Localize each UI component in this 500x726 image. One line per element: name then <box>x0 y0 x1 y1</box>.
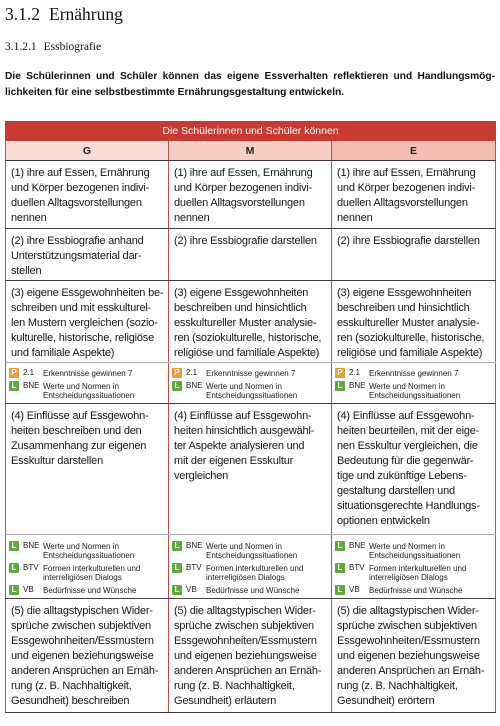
ref-code: 2.1 <box>186 368 198 377</box>
guiding-perspective-badge: L <box>335 541 345 551</box>
table-row <box>6 229 496 281</box>
competency-e-3: (3) eigene Essgewohnheiten beschreiben und hinsichtlich esskultureller Muster analysie- ren (soziokulturelle, historische, religiöse und familiale Aspekte) <box>332 281 496 363</box>
table-row <box>6 599 496 713</box>
references-g-3 <box>6 363 169 404</box>
section-number: 3.1.2 <box>5 4 40 24</box>
ref-code: BTV <box>186 563 202 572</box>
references-m-4 <box>169 535 332 599</box>
ref-item <box>335 563 493 582</box>
subsection-number: 3.1.2.1 <box>5 41 37 53</box>
guiding-perspective-badge: L <box>9 585 19 595</box>
guiding-perspective-badge: L <box>9 563 19 573</box>
references-m-3 <box>169 363 332 404</box>
intro-line: lichkeiten für eine selbstbestimmte Ernährungsgestaltung entwickeln. <box>5 87 345 98</box>
competency-m-5: (5) die alltagstypischen Wider- sprüche zwischen subjektiven Essgewohnheiten/Essmustern und eigenen beziehungsweise anderen Ansprüchen an Ernäh- rung (z. B. Nachhaltigkeit, Gesundheit) erläutern <box>169 599 332 713</box>
intro-paragraph <box>5 69 495 101</box>
ref-code: BNE <box>186 381 203 390</box>
ref-code: VB <box>349 585 360 594</box>
competency-m-3: (3) eigene Essgewohnheiten beschreiben und hinsichtlich esskultureller Muster analysie- ren (soziokulturelle, historische, religiöse und familiale Aspekte) <box>169 281 332 363</box>
ref-description: Formen interkulturellen und interreligiösen Dialogs <box>369 564 467 582</box>
section-heading <box>5 3 123 25</box>
ref-item <box>335 368 493 378</box>
ref-description: Bedürfnisse und Wünsche <box>369 586 463 595</box>
references-e-3 <box>332 363 496 404</box>
ref-code: BTV <box>349 563 365 572</box>
ref-description: Formen interkulturellen und interreligiösen Dialogs <box>43 564 141 582</box>
competency-m-1: (1) ihre auf Essen, Ernährung und Körper bezogenen indivi- duellen Alltagsvorstellungen nennen <box>169 161 332 229</box>
level-header-g: G <box>6 141 169 161</box>
ref-description: Werte und Normen in Entscheidungssituationen <box>369 382 461 400</box>
ref-code: BNE <box>23 541 40 550</box>
guiding-perspective-badge: L <box>335 381 345 391</box>
ref-code: VB <box>23 585 34 594</box>
level-header-row <box>6 141 496 161</box>
guiding-perspective-badge: L <box>172 381 182 391</box>
guiding-perspective-badge: L <box>9 381 19 391</box>
ref-item <box>172 563 329 582</box>
ref-code: 2.1 <box>23 368 35 377</box>
ref-description: Erkenntnisse gewinnen 7 <box>206 369 296 378</box>
ref-description: Werte und Normen in Entscheidungssituationen <box>206 542 298 560</box>
ref-item <box>172 585 329 595</box>
guiding-perspective-badge: L <box>172 563 182 573</box>
table-header-row <box>6 122 496 141</box>
guiding-perspective-badge: L <box>335 563 345 573</box>
guiding-perspective-badge: L <box>172 585 182 595</box>
ref-description: Erkenntnisse gewinnen 7 <box>369 369 459 378</box>
process-competency-badge: P <box>9 368 19 378</box>
ref-description: Werte und Normen in Entscheidungssituationen <box>369 542 461 560</box>
ref-item <box>335 585 493 595</box>
table-row <box>6 281 496 363</box>
level-header-e: E <box>332 141 496 161</box>
ref-item <box>9 368 166 378</box>
guiding-perspective-badge: L <box>335 585 345 595</box>
guiding-perspective-badge: L <box>9 541 19 551</box>
competency-g-1: (1) ihre auf Essen, Ernährung und Körper bezogenen indivi- duellen Alltagsvorstellungen nennen <box>6 161 169 229</box>
ref-description: Bedürfnisse und Wünsche <box>43 586 137 595</box>
competency-g-5: (5) die alltagstypischen Wider- sprüche zwischen subjektiven Essgewohnheiten/Essmustern und eigenen beziehungsweise anderen Ansprüchen an Ernäh- rung (z. B. Nachhaltigkeit, Gesundheit) beschreiben <box>6 599 169 713</box>
reference-row <box>6 535 496 599</box>
ref-code: BTV <box>23 563 39 572</box>
competency-e-5: (5) die alltagstypischen Wider- sprüche zwischen subjektiven Essgewohnheiten/Essmustern und eigenen beziehungsweise anderen Ansprüchen an Ernäh- rung (z. B. Nachhaltigkeit, Gesundheit) erörtern <box>332 599 496 713</box>
ref-code: 2.1 <box>349 368 361 377</box>
subsection-title: Essbiografie <box>43 41 102 53</box>
competency-m-4: (4) Einflüsse auf Essgewohn- heiten hinsichtlich ausgewähl- ter Aspekte analysieren und mit der eigenen Esskultur vergleichen <box>169 404 332 535</box>
reference-row <box>6 363 496 404</box>
table-header: Die Schülerinnen und Schüler können <box>6 122 496 141</box>
ref-item <box>172 381 329 400</box>
competency-e-2: (2) ihre Essbiografie darstellen <box>332 229 496 281</box>
ref-item <box>9 541 166 560</box>
subsection-heading <box>5 39 101 55</box>
competency-e-4: (4) Einflüsse auf Essgewohn- heiten beurteilen, mit der eige- nen Esskultur vergleichen, die Bedeutung für die gegenwär- tige und zukünftige Lebens- gestaltung darstellen und situationsgerechte Handlungs- optionen entwickeln <box>332 404 496 535</box>
intro-line: Die Schülerinnen und Schüler können das eigene Essverhalten reflektieren und Handlungsmög- <box>5 71 495 82</box>
ref-code: BNE <box>186 541 203 550</box>
ref-description: Werte und Normen in Entscheidungssituationen <box>43 382 135 400</box>
ref-item <box>9 585 166 595</box>
ref-item <box>335 541 493 560</box>
ref-item <box>172 541 329 560</box>
ref-code: VB <box>186 585 197 594</box>
ref-item <box>9 381 166 400</box>
guiding-perspective-badge: L <box>172 541 182 551</box>
references-e-4 <box>332 535 496 599</box>
competency-g-3: (3) eigene Essgewohnheiten be- schreiben und mit esskulturel- len Mustern vergleichen (sozio- kulturelle, historische, religiöse und familiale Aspekte) <box>6 281 169 363</box>
level-header-m: M <box>169 141 332 161</box>
table-row <box>6 161 496 229</box>
process-competency-badge: P <box>335 368 345 378</box>
competency-g-2: (2) ihre Essbiografie anhand Unterstützungsmaterial dar- stellen <box>6 229 169 281</box>
ref-description: Formen interkulturellen und interreligiösen Dialogs <box>206 564 304 582</box>
section-title: Ernährung <box>49 4 123 24</box>
ref-description: Erkenntnisse gewinnen 7 <box>43 369 133 378</box>
competency-g-4: (4) Einflüsse auf Essgewohn- heiten beschreiben und den Zusammenhang zur eigenen Esskultur darstellen <box>6 404 169 535</box>
ref-code: BNE <box>23 381 40 390</box>
ref-description: Werte und Normen in Entscheidungssituationen <box>43 542 135 560</box>
ref-code: BNE <box>349 541 366 550</box>
competency-table <box>5 121 496 713</box>
competency-e-1: (1) ihre auf Essen, Ernährung und Körper bezogenen indivi- duellen Alltagsvorstellungen nennen <box>332 161 496 229</box>
process-competency-badge: P <box>172 368 182 378</box>
ref-description: Werte und Normen in Entscheidungssituationen <box>206 382 298 400</box>
ref-code: BNE <box>349 381 366 390</box>
references-g-4 <box>6 535 169 599</box>
table-row <box>6 404 496 535</box>
ref-description: Bedürfnisse und Wünsche <box>206 586 300 595</box>
ref-item <box>9 563 166 582</box>
ref-item <box>172 368 329 378</box>
ref-item <box>335 381 493 400</box>
competency-m-2: (2) ihre Essbiografie darstellen <box>169 229 332 281</box>
